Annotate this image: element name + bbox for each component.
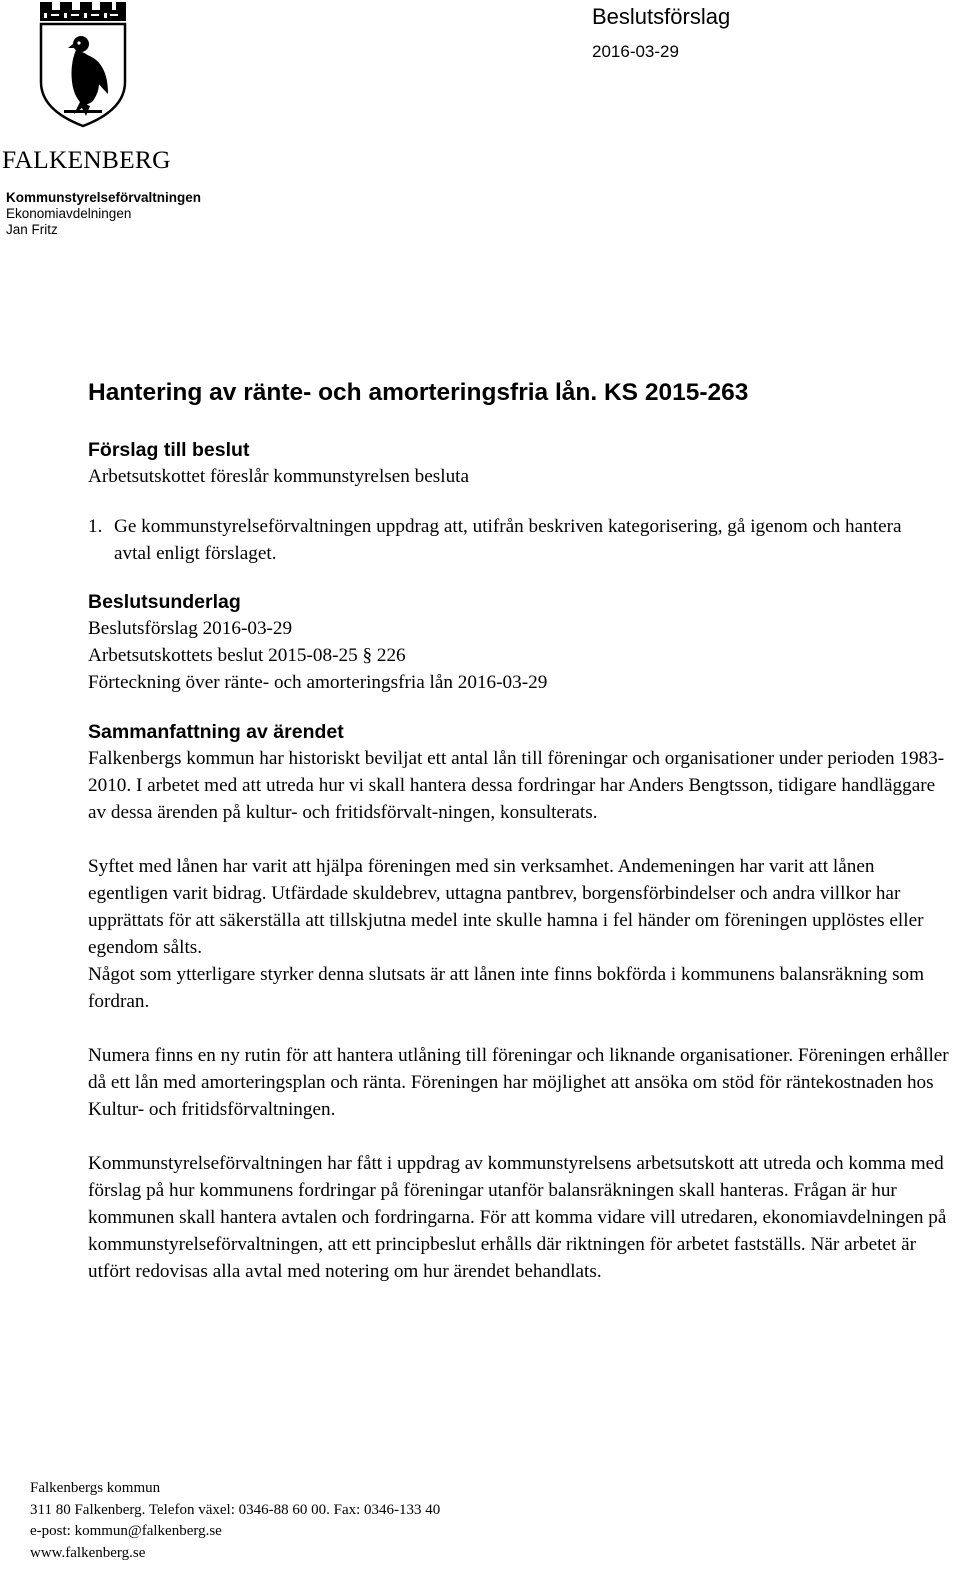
author-name: Jan Fritz (6, 222, 58, 237)
document-type: Beslutsförslag (592, 4, 731, 29)
footer-address: 311 80 Falkenberg. Telefon växel: 0346-88 60 00. Fax: 0346-133 40 (30, 1501, 441, 1518)
proposal-intro: Arbetsutskottet föreslår kommunstyrelsen besluta (88, 466, 470, 487)
unit-name: Ekonomiavdelningen (6, 206, 132, 221)
logo-block (0, 0, 240, 240)
document-body (88, 374, 958, 1285)
basis-line: Arbetsutskottets beslut 2015-08-25 § 226 (88, 645, 406, 666)
summary-heading: Sammanfattning av ärendet (88, 721, 344, 743)
document-date: 2016-03-29 (592, 42, 679, 61)
document-title: Hantering av ränte- och amorteringsfria lån. KS 2015-263 (88, 379, 749, 406)
footer-org-name: Falkenbergs kommun (30, 1480, 161, 1496)
footer-email: e-post: kommun@falkenberg.se (30, 1523, 222, 1539)
summary-paragraph: Något som ytterligare styrker denna slutsats är att lånen inte finns bokförda i kommunens balansräkning som fordran. (88, 964, 925, 1012)
list-text: Ge kommunstyrelseförvaltningen uppdrag att, utifrån beskriven kategorisering, gå igenom och hantera avtal enligt förslaget. (114, 516, 902, 564)
basis-line: Förteckning över ränte- och amorteringsfria lån 2016-03-29 (88, 672, 548, 693)
footer (30, 1478, 440, 1564)
proposal-heading: Förslag till beslut (88, 439, 250, 461)
summary-paragraph: Numera finns en ny rutin för att hantera utlåning till föreningar och liknande organisationer. Föreningen erhåller då ett lån med amorteringsplan och ränta. Föreningen har möjlighet att ansöka om stöd för räntekostnaden hos Kultur- och fritidsförvaltningen. (88, 1045, 949, 1120)
summary-paragraph: Syftet med lånen har varit att hjälpa föreningen med sin verksamhet. Andemeningen har varit att lånen egentligen varit bidrag. Utfärdade skuldebrev, uttagna pantbrev, borgensförbindelser och andra villkor har upprättats för att säkerställa att tillskjutna medel inte skulle hamna i fel händer om föreningen upplöstes eller egendom sålts. (88, 856, 924, 958)
coat-of-arms-icon (34, 2, 130, 128)
sender-info (6, 190, 201, 238)
basis-heading: Beslutsunderlag (88, 591, 241, 613)
department-name: Kommunstyrelseförvaltningen (6, 190, 202, 205)
proposal-list-item (88, 513, 908, 567)
basis-line: Beslutsförslag 2016-03-29 (88, 618, 293, 639)
list-number: 1. (88, 516, 103, 537)
summary-paragraph: Kommunstyrelseförvaltningen har fått i uppdrag av kommunstyrelsens arbetsutskott att utreda och komma med förslag på hur kommunens fordringar på föreningar utanför balansräkningen skall hanteras. Frågan är hur kommunen skall hantera avtalen och fordringarna. För att komma vidare vill utredaren, ekonomiavdelningen på kommunstyrelseförvaltningen, att ett principbeslut erhålls där riktningen för arbetet fastställs. När arbetet är utfört redovisas alla avtal med notering om hur ärendet behandlats. (88, 1153, 947, 1282)
org-wordmark: FALKENBERG (2, 145, 171, 174)
footer-website: www.falkenberg.se (30, 1544, 146, 1561)
summary-paragraph: Falkenbergs kommun har historiskt beviljat ett antal lån till föreningar och organisationer under perioden 1983-2010. I arbetet med att utreda hur vi skall hantera dessa fordringar har Anders Bengtsson, tidigare handläggare av dessa ärenden på kultur- och fritidsförvalt-ningen, konsulterats. (88, 748, 945, 823)
